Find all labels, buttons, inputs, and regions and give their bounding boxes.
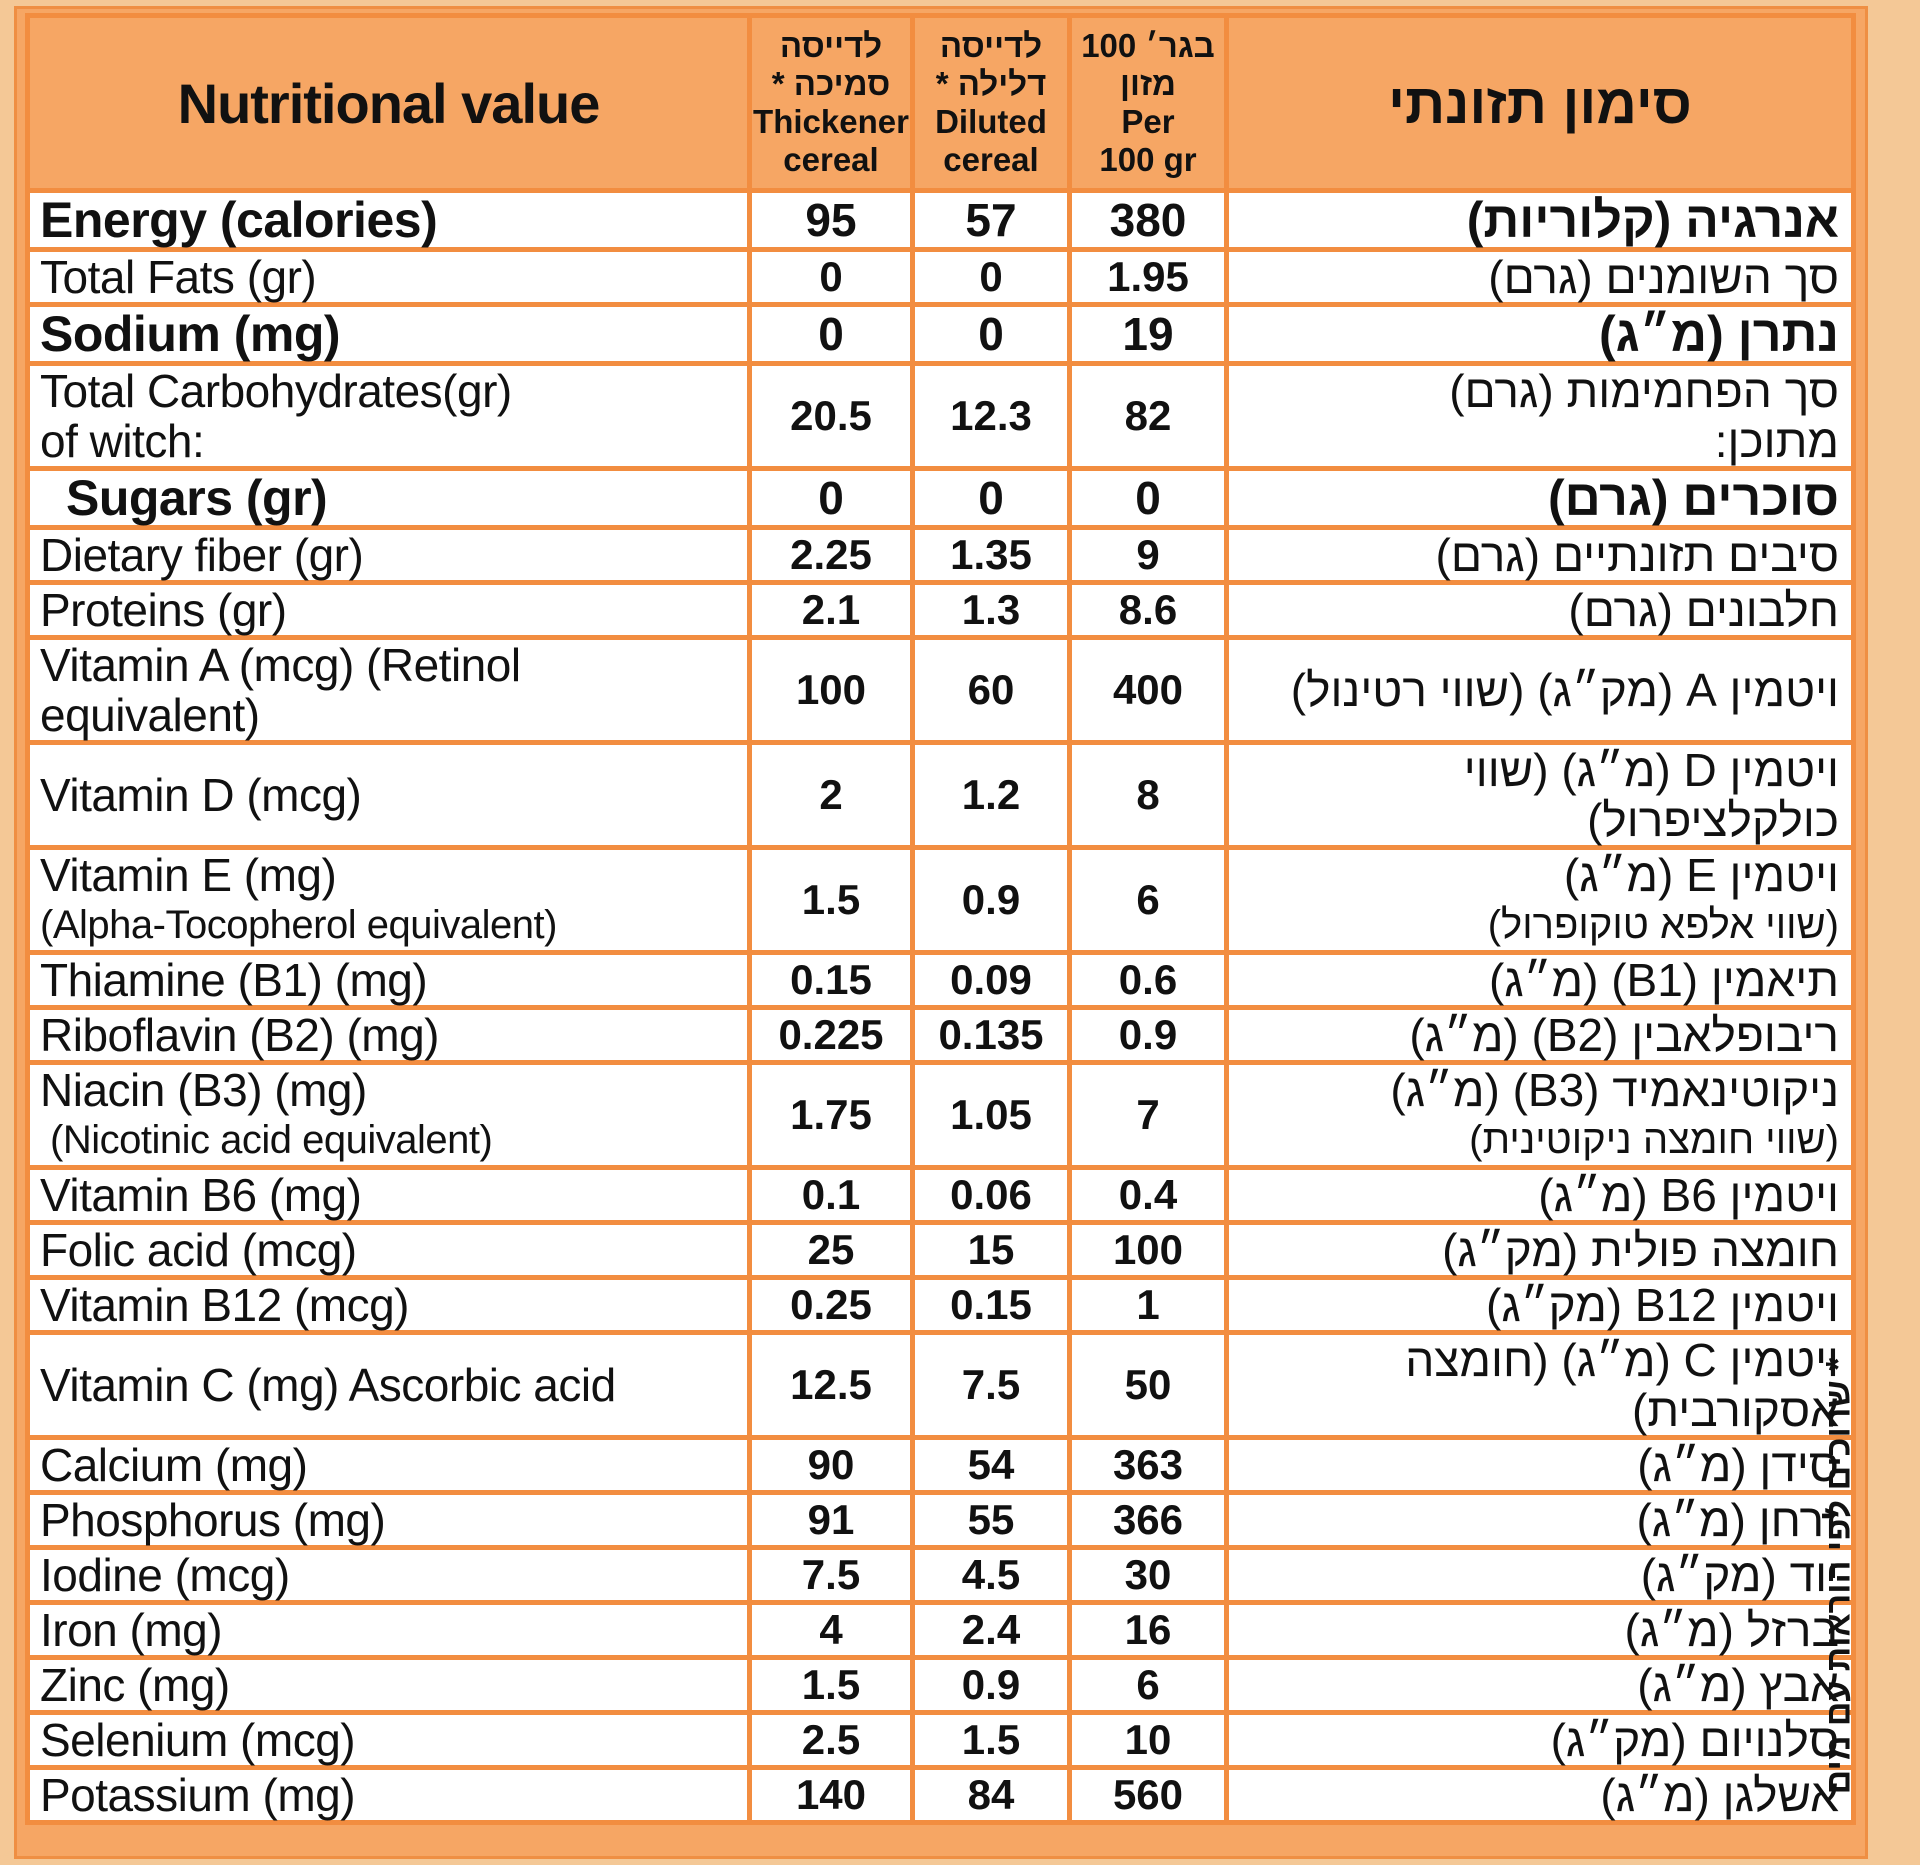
nutrient-name-hebrew <box>1227 1713 1854 1768</box>
nutrient-name-english <box>28 1493 750 1548</box>
nutrient-label-hebrew: סך הפחמימות (גרם) <box>1449 365 1839 417</box>
nutrient-label-hebrew: חלבונים (גרם) <box>1568 584 1839 636</box>
value-per-100gr: 6 <box>1070 1658 1227 1713</box>
nutrient-name-english <box>28 953 750 1008</box>
value-per-100gr: 30 <box>1070 1548 1227 1603</box>
nutrient-name-english <box>28 1168 750 1223</box>
header-line: cereal <box>783 141 879 178</box>
nutrient-name-hebrew <box>1227 528 1854 583</box>
nutrient-name-hebrew <box>1227 848 1854 953</box>
nutrient-name-english <box>28 848 750 953</box>
nutrient-name-english <box>28 1008 750 1063</box>
nutrient-name-english <box>28 1063 750 1168</box>
nutrient-name-english <box>28 469 750 528</box>
nutrient-label: Total Fats (gr) <box>40 251 317 303</box>
nutrient-name-hebrew <box>1227 1438 1854 1493</box>
table-row <box>28 1768 1854 1823</box>
nutrient-label: Energy (calories) <box>40 192 438 248</box>
value-diluted: 0.15 <box>913 1278 1070 1333</box>
header-line: cereal <box>943 141 1039 178</box>
table-row <box>28 1223 1854 1278</box>
value-diluted: 0.9 <box>913 1658 1070 1713</box>
nutrient-name-english <box>28 250 750 305</box>
nutrient-name-hebrew <box>1227 1658 1854 1713</box>
nutrient-label: Folic acid (mcg) <box>40 1224 357 1276</box>
nutrient-name-hebrew <box>1227 250 1854 305</box>
nutrient-label-hebrew: נתרן (מ״ג) <box>1599 306 1839 362</box>
nutrient-sublabel-hebrew: מתוכן: <box>1714 415 1839 467</box>
value-per-100gr: 0.9 <box>1070 1008 1227 1063</box>
value-thickener: 0.1 <box>750 1168 913 1223</box>
value-thickener: 95 <box>750 191 913 250</box>
nutrient-label: Vitamin C (mg) Ascorbic acid <box>40 1359 616 1411</box>
value-thickener: 7.5 <box>750 1548 913 1603</box>
value-per-100gr: 380 <box>1070 191 1227 250</box>
value-thickener: 0.25 <box>750 1278 913 1333</box>
nutrient-label: Sugars (gr) <box>66 470 328 526</box>
nutrient-label-hebrew: ויטמין C (מ״ג) (חומצה אסקורבית) <box>1405 1334 1839 1436</box>
nutrient-label: Dietary fiber (gr) <box>40 529 364 581</box>
nutrient-label-hebrew: ניקוטינאמיד (B3) (מ״ג) <box>1390 1064 1839 1116</box>
table-row <box>28 638 1854 743</box>
nutrient-name-english <box>28 743 750 848</box>
nutrient-name-english <box>28 1278 750 1333</box>
nutrient-label: Iodine (mcg) <box>40 1549 290 1601</box>
value-thickener: 91 <box>750 1493 913 1548</box>
nutrient-name-hebrew <box>1227 1333 1854 1438</box>
nutrient-sublabel-hebrew: (שווי אלפא טוקופרול) <box>1487 903 1839 947</box>
nutrient-name-english <box>28 191 750 250</box>
nutrient-label: Proteins (gr) <box>40 584 287 636</box>
header-thickener-cereal <box>750 16 913 191</box>
value-per-100gr: 400 <box>1070 638 1227 743</box>
table-row <box>28 1603 1854 1658</box>
nutrient-name-hebrew <box>1227 191 1854 250</box>
value-thickener: 90 <box>750 1438 913 1493</box>
value-thickener: 100 <box>750 638 913 743</box>
nutrient-label-hebrew: זרחן (מ״ג) <box>1636 1494 1839 1546</box>
nutrient-name-english <box>28 583 750 638</box>
value-thickener: 2.25 <box>750 528 913 583</box>
value-thickener: 0 <box>750 469 913 528</box>
nutrient-name-hebrew <box>1227 1548 1854 1603</box>
nutrient-name-english <box>28 305 750 364</box>
table-row <box>28 743 1854 848</box>
table-row <box>28 1658 1854 1713</box>
value-thickener: 1.75 <box>750 1063 913 1168</box>
table-row <box>28 848 1854 953</box>
value-diluted: 1.05 <box>913 1063 1070 1168</box>
nutrient-label-hebrew: חומצה פולית (מק״ג) <box>1442 1224 1839 1276</box>
value-diluted: 55 <box>913 1493 1070 1548</box>
value-diluted: 60 <box>913 638 1070 743</box>
value-diluted: 84 <box>913 1768 1070 1823</box>
value-per-100gr: 100 <box>1070 1223 1227 1278</box>
nutrient-sublabel: (Nicotinic acid equivalent) <box>50 1118 493 1162</box>
nutrient-name-hebrew <box>1227 583 1854 638</box>
value-thickener: 0 <box>750 250 913 305</box>
value-per-100gr: 363 <box>1070 1438 1227 1493</box>
nutrient-label-hebrew: אשלגן (מ״ג) <box>1600 1769 1839 1821</box>
table-row <box>28 1548 1854 1603</box>
value-diluted: 0.09 <box>913 953 1070 1008</box>
value-per-100gr: 82 <box>1070 364 1227 469</box>
table-row <box>28 1168 1854 1223</box>
nutrient-label: Calcium (mg) <box>40 1439 308 1491</box>
value-thickener: 1.5 <box>750 848 913 953</box>
nutrient-label: Niacin (B3) (mg) <box>40 1064 367 1116</box>
value-diluted: 1.2 <box>913 743 1070 848</box>
nutrient-label: Total Carbohydrates(gr) <box>40 365 512 417</box>
nutrient-label: Vitamin A (mcg) (Retinol equivalent) <box>40 639 521 741</box>
nutrient-label-hebrew: ויטמין B6 (מ״ג) <box>1538 1169 1839 1221</box>
value-diluted: 1.35 <box>913 528 1070 583</box>
value-per-100gr: 19 <box>1070 305 1227 364</box>
value-diluted: 15 <box>913 1223 1070 1278</box>
table-row <box>28 583 1854 638</box>
nutrient-label-hebrew: סלנויום (מק״ג) <box>1550 1714 1839 1766</box>
value-per-100gr: 560 <box>1070 1768 1227 1823</box>
value-diluted: 54 <box>913 1438 1070 1493</box>
footnote-text: * שרוכים לפי הוראות עם מים <box>1819 1357 1858 1795</box>
nutrient-label: Iron (mg) <box>40 1604 223 1656</box>
value-diluted: 0.9 <box>913 848 1070 953</box>
value-per-100gr: 0.4 <box>1070 1168 1227 1223</box>
value-thickener: 2.1 <box>750 583 913 638</box>
nutrient-name-hebrew <box>1227 1493 1854 1548</box>
nutrition-panel <box>14 6 1868 1859</box>
table-row <box>28 1008 1854 1063</box>
value-per-100gr: 1 <box>1070 1278 1227 1333</box>
nutrient-label: Selenium (mcg) <box>40 1714 356 1766</box>
header-line: 100 gr <box>1099 141 1197 178</box>
table-header-row <box>28 16 1854 191</box>
nutrient-name-english <box>28 528 750 583</box>
header-line: Diluted <box>935 103 1047 140</box>
nutrient-label: Vitamin B12 (mcg) <box>40 1279 410 1331</box>
nutrient-name-english <box>28 1603 750 1658</box>
nutrient-label-hebrew: ויטמין B12 (מק״ג) <box>1486 1279 1839 1331</box>
nutrient-name-hebrew <box>1227 364 1854 469</box>
value-per-100gr: 0 <box>1070 469 1227 528</box>
table-row <box>28 364 1854 469</box>
nutrient-name-hebrew <box>1227 305 1854 364</box>
nutrient-name-english <box>28 638 750 743</box>
nutrition-table <box>25 13 1856 1825</box>
table-row <box>28 191 1854 250</box>
header-line: סמיכה * <box>771 65 891 102</box>
header-per-100gr <box>1070 16 1227 191</box>
value-diluted: 2.4 <box>913 1603 1070 1658</box>
nutrient-label: Potassium (mg) <box>40 1769 356 1821</box>
nutrient-sublabel: (Alpha-Tocopherol equivalent) <box>40 903 557 947</box>
nutrient-name-hebrew <box>1227 1223 1854 1278</box>
nutrient-label: Vitamin B6 (mg) <box>40 1169 362 1221</box>
nutrient-name-english <box>28 1548 750 1603</box>
nutrient-name-english <box>28 364 750 469</box>
nutrient-name-hebrew <box>1227 1278 1854 1333</box>
table-row <box>28 1438 1854 1493</box>
value-thickener: 1.5 <box>750 1658 913 1713</box>
table-row <box>28 250 1854 305</box>
value-per-100gr: 16 <box>1070 1603 1227 1658</box>
header-line: מזון <box>1120 65 1176 102</box>
value-diluted: 0.06 <box>913 1168 1070 1223</box>
nutrient-name-hebrew <box>1227 469 1854 528</box>
table-row <box>28 1713 1854 1768</box>
value-per-100gr: 0.6 <box>1070 953 1227 1008</box>
nutrient-label: Thiamine (B1) (mg) <box>40 954 428 1006</box>
nutrient-name-hebrew <box>1227 953 1854 1008</box>
value-diluted: 0 <box>913 250 1070 305</box>
nutrient-label-hebrew: ויטמין D (מ״ג) (שווי כולקלציפרול) <box>1463 744 1839 846</box>
header-english-title: Nutritional value <box>28 16 750 191</box>
table-row <box>28 1333 1854 1438</box>
value-diluted: 0 <box>913 305 1070 364</box>
nutrient-label-hebrew: סך השומנים (גרם) <box>1488 251 1839 303</box>
nutrient-sublabel: of witch: <box>40 415 205 467</box>
value-diluted: 0.135 <box>913 1008 1070 1063</box>
nutrient-name-english <box>28 1438 750 1493</box>
value-diluted: 57 <box>913 191 1070 250</box>
value-diluted: 0 <box>913 469 1070 528</box>
nutrient-label-hebrew: סיבים תזונתיים (גרם) <box>1435 529 1839 581</box>
value-thickener: 4 <box>750 1603 913 1658</box>
nutrient-label-hebrew: תיאמין (B1) (מ״ג) <box>1488 954 1839 1006</box>
header-line: דלילה * <box>935 65 1047 102</box>
nutrient-label: Zinc (mg) <box>40 1659 230 1711</box>
nutrient-name-english <box>28 1713 750 1768</box>
header-line: Per <box>1121 103 1175 140</box>
value-diluted: 4.5 <box>913 1548 1070 1603</box>
nutrient-label: Vitamin D (mcg) <box>40 769 362 821</box>
value-per-100gr: 6 <box>1070 848 1227 953</box>
header-line: לדייסה <box>939 27 1043 64</box>
nutrient-label-hebrew: ויטמין A (מק״ג) (שווי רטינול) <box>1290 664 1839 716</box>
nutrient-label: Riboflavin (B2) (mg) <box>40 1009 439 1061</box>
table-row <box>28 528 1854 583</box>
value-thickener: 12.5 <box>750 1333 913 1438</box>
header-line: בגר׳ 100 <box>1081 27 1215 64</box>
nutrient-label-hebrew: אנרגיה (קלוריות) <box>1466 192 1839 248</box>
value-per-100gr: 8.6 <box>1070 583 1227 638</box>
table-row <box>28 305 1854 364</box>
value-thickener: 25 <box>750 1223 913 1278</box>
value-diluted: 1.5 <box>913 1713 1070 1768</box>
value-per-100gr: 7 <box>1070 1063 1227 1168</box>
table-row <box>28 469 1854 528</box>
value-diluted: 7.5 <box>913 1333 1070 1438</box>
table-row <box>28 953 1854 1008</box>
nutrient-label: Phosphorus (mg) <box>40 1494 386 1546</box>
nutrient-name-hebrew <box>1227 1008 1854 1063</box>
value-thickener: 20.5 <box>750 364 913 469</box>
nutrient-label-hebrew: ריבופלאבין (B2) (מ״ג) <box>1409 1009 1839 1061</box>
nutrient-label: Sodium (mg) <box>40 306 341 362</box>
value-per-100gr: 8 <box>1070 743 1227 848</box>
table-row <box>28 1063 1854 1168</box>
nutrient-label: Vitamin E (mg) <box>40 849 337 901</box>
value-thickener: 140 <box>750 1768 913 1823</box>
value-thickener: 2.5 <box>750 1713 913 1768</box>
value-thickener: 2 <box>750 743 913 848</box>
nutrient-label-hebrew: סידן (מ״ג) <box>1637 1439 1839 1491</box>
header-hebrew-title: סימון תזונתי <box>1227 16 1854 191</box>
header-line: Thickener <box>753 103 909 140</box>
value-per-100gr: 1.95 <box>1070 250 1227 305</box>
nutrient-name-english <box>28 1333 750 1438</box>
nutrient-label-hebrew: ויטמין E (מ״ג) <box>1563 849 1839 901</box>
value-thickener: 0.225 <box>750 1008 913 1063</box>
value-per-100gr: 10 <box>1070 1713 1227 1768</box>
nutrient-name-english <box>28 1223 750 1278</box>
nutrient-name-english <box>28 1768 750 1823</box>
nutrient-name-hebrew <box>1227 1768 1854 1823</box>
header-line: לדייסה <box>779 27 883 64</box>
nutrient-label-hebrew: אבץ (מ״ג) <box>1637 1659 1839 1711</box>
value-thickener: 0.15 <box>750 953 913 1008</box>
value-diluted: 1.3 <box>913 583 1070 638</box>
nutrient-name-hebrew <box>1227 743 1854 848</box>
table-row <box>28 1493 1854 1548</box>
footnote <box>1819 1296 1859 1856</box>
table-row <box>28 1278 1854 1333</box>
nutrient-label-hebrew: סוכרים (גרם) <box>1547 470 1839 526</box>
nutrient-label-hebrew: יוד (מק״ג) <box>1640 1549 1839 1601</box>
nutrient-label-hebrew: ברזל (מ״ג) <box>1624 1604 1839 1656</box>
value-per-100gr: 9 <box>1070 528 1227 583</box>
value-per-100gr: 50 <box>1070 1333 1227 1438</box>
value-thickener: 0 <box>750 305 913 364</box>
header-diluted-cereal <box>913 16 1070 191</box>
value-per-100gr: 366 <box>1070 1493 1227 1548</box>
nutrient-name-english <box>28 1658 750 1713</box>
nutrient-name-hebrew <box>1227 1063 1854 1168</box>
nutrient-name-hebrew <box>1227 1168 1854 1223</box>
nutrient-name-hebrew <box>1227 638 1854 743</box>
nutrient-name-hebrew <box>1227 1603 1854 1658</box>
nutrient-sublabel-hebrew: (שווי חומצה ניקוטינית) <box>1469 1118 1839 1162</box>
value-diluted: 12.3 <box>913 364 1070 469</box>
